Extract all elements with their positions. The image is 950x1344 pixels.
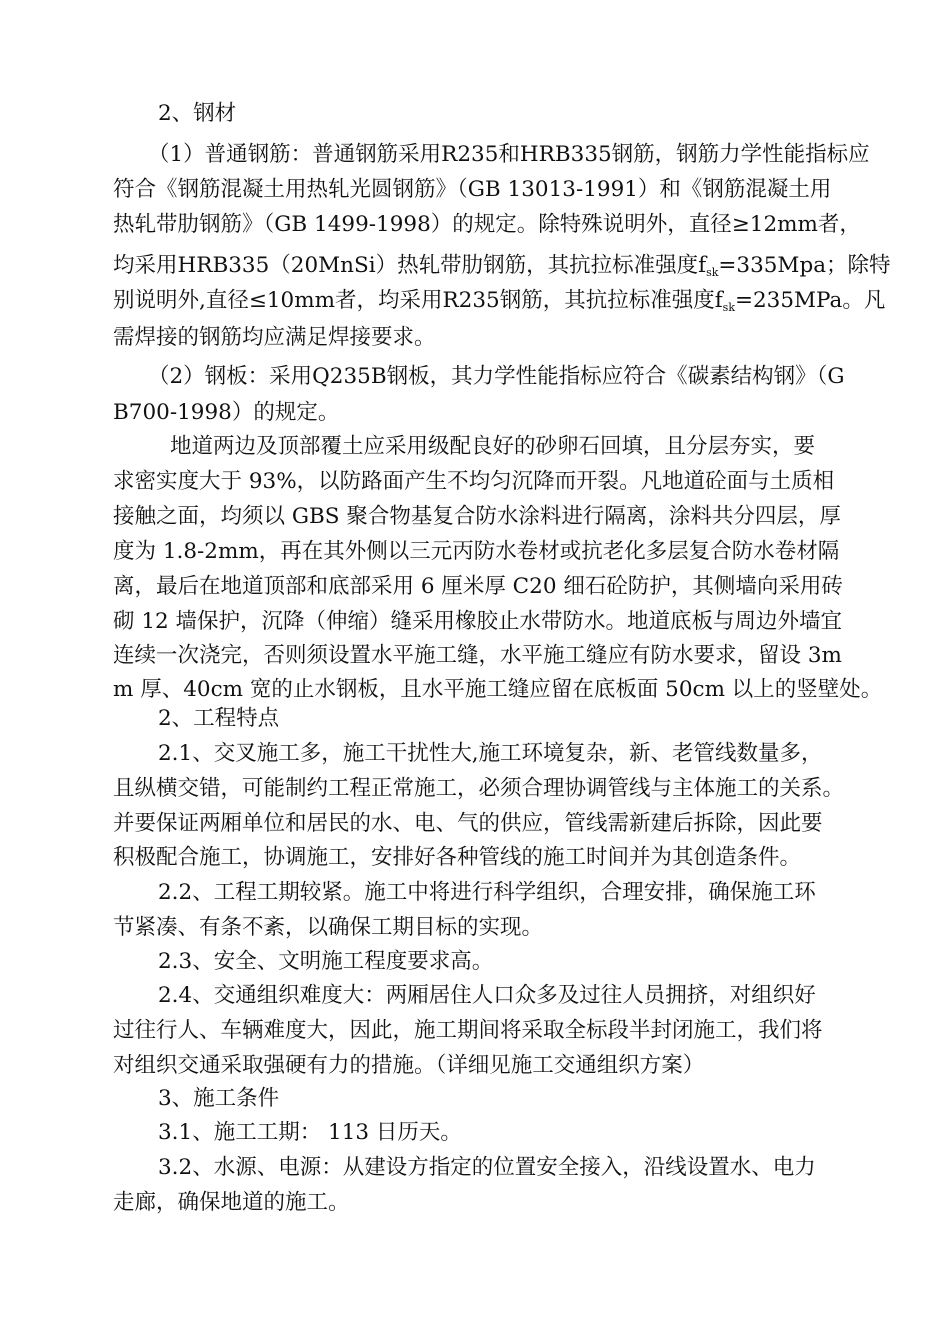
subscript-sk: sk: [722, 301, 735, 314]
paragraph-line: 且纵横交错，可能制约工程正常施工，必须合理协调管线与主体施工的关系。: [113, 776, 845, 801]
paragraph-line: 2.4、交通组织难度大：两厢居住人口众多及过往人员拥挤，对组织好: [158, 983, 816, 1008]
paragraph-line: [113, 251, 891, 281]
paragraph-line: 离，最后在地道顶部和底部采用 6 厘米厚 C20 细石砼防护，其侧墙向采用砖: [113, 574, 843, 599]
paragraph-line: （2）钢板：采用Q235B钢板，其力学性能指标应符合《碳素结构钢》（G: [148, 364, 845, 389]
paragraph-line: 3.2、水源、电源：从建设方指定的位置安全接入，沿线设置水、电力: [158, 1155, 816, 1180]
paragraph-line: 走廊，确保地道的施工。: [113, 1190, 350, 1215]
paragraph-line: m 厚、40cm 宽的止水钢板，且水平施工缝应留在底板面 50cm 以上的竖壁处。: [113, 677, 883, 702]
paragraph-line: （1）普通钢筋：普通钢筋采用R235和HRB335钢筋，钢筋力学性能指标应: [148, 142, 870, 167]
text-segment: 别说明外,直径≤10mm者，均采用R235钢筋，其抗拉标准强度f: [113, 288, 723, 313]
text-segment: 均采用HRB335（20MnSi）热轧带肋钢筋，其抗拉标准强度f: [113, 253, 707, 278]
text-segment: =335Mpa；除特: [718, 253, 891, 278]
paragraph-line: 2.2、工程工期较紧。施工中将进行科学组织，合理安排，确保施工环: [158, 880, 816, 905]
paragraph-line: [113, 286, 885, 316]
paragraph-line: 对组织交通采取强硬有力的措施。（详细见施工交通组织方案）: [113, 1053, 705, 1078]
heading-construction-conditions: 3、施工条件: [158, 1086, 280, 1111]
paragraph-line: 度为 1.8-2mm，再在其外侧以三元丙防水卷材或抗老化多层复合防水卷材隔: [113, 539, 840, 564]
paragraph-line: 并要保证两厢单位和居民的水、电、气的供应，管线需新建后拆除，因此要: [113, 811, 823, 836]
paragraph-line: 积极配合施工，协调施工，安排好各种管线的施工时间并为其创造条件。: [113, 845, 802, 870]
paragraph-line: 接触之面，均须以 GBS 聚合物基复合防水涂料进行隔离，涂料共分四层，厚: [113, 504, 841, 529]
subscript-sk: sk: [706, 266, 719, 279]
paragraph-line: 符合《钢筋混凝土用热轧光圆钢筋》（GB 13013-1991）和《钢筋混凝土用: [113, 177, 832, 202]
paragraph-line: 热轧带肋钢筋》（GB 1499-1998）的规定。除特殊说明外，直径≥12mm者，: [113, 212, 861, 237]
paragraph-line: 求密实度大于 93%，以防路面产生不均匀沉降而开裂。凡地道砼面与土质相: [113, 469, 835, 494]
paragraph-line: 需焊接的钢筋均应满足焊接要求。: [113, 325, 436, 350]
paragraph-line: 节紧凑、有条不紊，以确保工期目标的实现。: [113, 915, 544, 940]
heading-project-features: 2、工程特点: [158, 706, 280, 731]
text-segment: =235MPa。凡: [734, 288, 886, 313]
paragraph-line: 3.1、施工工期： 113 日历天。: [158, 1120, 462, 1145]
paragraph-line: 2.1、交叉施工多，施工干扰性大,施工环境复杂，新、老管线数量多，: [158, 741, 823, 766]
paragraph-line: 连续一次浇完，否则须设置水平施工缝，水平施工缝应有防水要求，留设 3m: [113, 643, 842, 668]
paragraph-line: 过往行人、车辆难度大，因此，施工期间将采取全标段半封闭施工，我们将: [113, 1018, 823, 1043]
paragraph-line: 地道两边及顶部覆土应采用级配良好的砂卵石回填，且分层夯实，要: [170, 434, 816, 459]
paragraph-line: 砌 12 墙保护，沉降（伸缩）缝采用橡胶止水带防水。地道底板与周边外墙宜: [113, 609, 843, 634]
heading-steel: 2、钢材: [158, 101, 237, 126]
paragraph-line: B700-1998）的规定。: [113, 400, 340, 425]
paragraph-line: 2.3、安全、文明施工程度要求高。: [158, 949, 494, 974]
